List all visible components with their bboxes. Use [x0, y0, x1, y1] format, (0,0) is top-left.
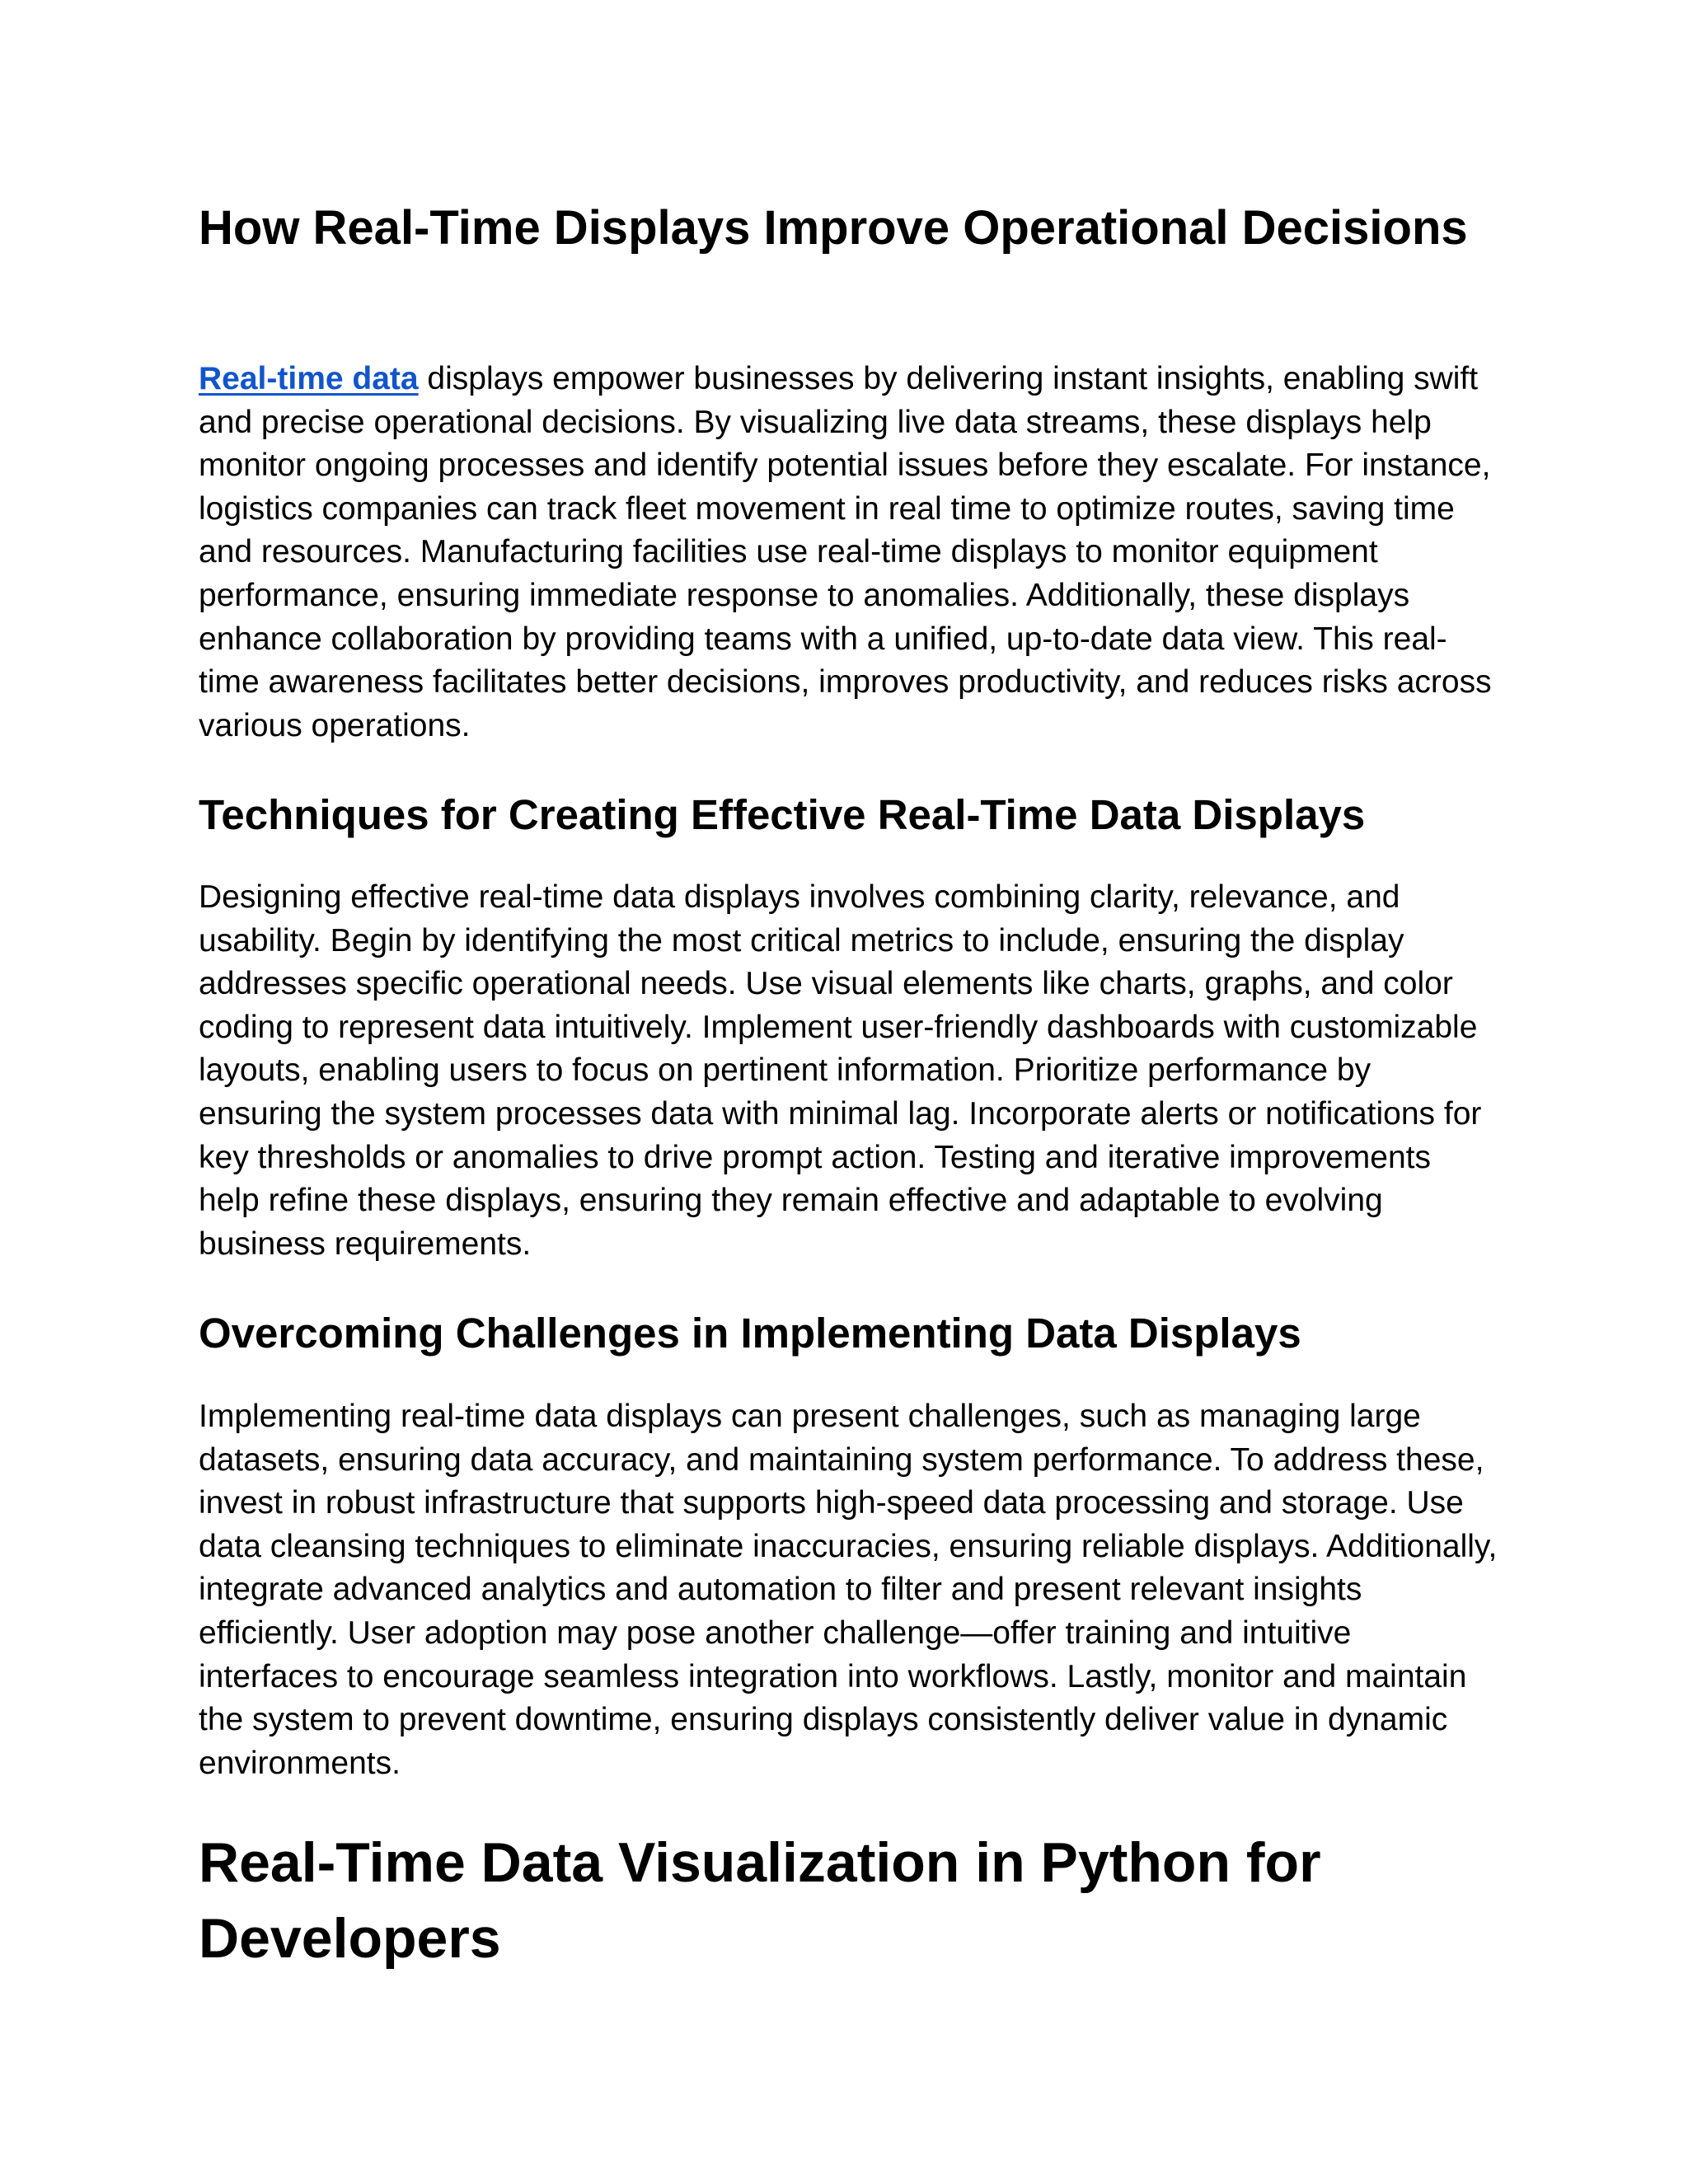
paragraph-techniques-effective-displays: Designing effective real-time data displays involves combining clarity, relevance, and usability. Begin by identifying the most critical metrics to include, ensuring the display addresses specific operational needs. Use visual elements like charts, graphs, and color coding to represent data intuitively. Implement user-friendly dashboards with customizable layouts, enabling users to focus on pertinent information. Prioritize performance by ensuring the system processes data with minimal lag. Incorporate alerts or notifications for key thresholds or anomalies to drive prompt action. Testing and iterative improvements help refine these displays, ensuring they remain effective and adaptable to evolving business requirements. — [199, 879, 1482, 1262]
paragraph-body-text: displays empower businesses by delivering instant insights, enabling swift and precise operational decisions. By visualizing live data streams, these displays help monitor ongoing processes and identify potential issues before they escalate. For instance, logistics companies can track fleet movement in real time to optimize routes, saving time and resources. Manufacturing facilities use real-time displays to monitor equipment performance, ensuring immediate response to anomalies. Additionally, these displays enhance collaboration by providing teams with a unified, up-to-date data view. This real-time awareness facilitates better decisions, improves productivity, and reduces risks across various operations. — [199, 361, 1492, 743]
heading-real-time-displays-decisions: How Real-Time Displays Improve Operational Decisions — [199, 201, 1468, 255]
paragraph-overcoming-challenges: Implementing real-time data displays can present challenges, such as managing large datasets, ensuring data accuracy, and maintaining system performance. To address these, invest in robust infrastructure that supports high-speed data processing and storage. Use data cleansing techniques to eliminate inaccuracies, ensuring reliable displays. Additionally, integrate advanced analytics and automation to filter and present relevant insights efficiently. User adoption may pose another challenge—offer training and intuitive interfaces to encourage seamless integration into workflows. Lastly, monitor and maintain the system to prevent downtime, ensuring displays consistently deliver value in dynamic environments. — [199, 1399, 1498, 1781]
real-time-data-link[interactable]: Real-time data — [199, 361, 419, 396]
paragraph-real-time-displays-decisions — [199, 358, 1498, 748]
heading-techniques-effective-displays: Techniques for Creating Effective Real-Time Data Displays — [199, 791, 1366, 838]
heading-overcoming-challenges: Overcoming Challenges in Implementing Data Displays — [199, 1310, 1301, 1357]
heading-python-visualization: Real-Time Data Visualization in Python for Developers — [199, 1831, 1321, 1970]
